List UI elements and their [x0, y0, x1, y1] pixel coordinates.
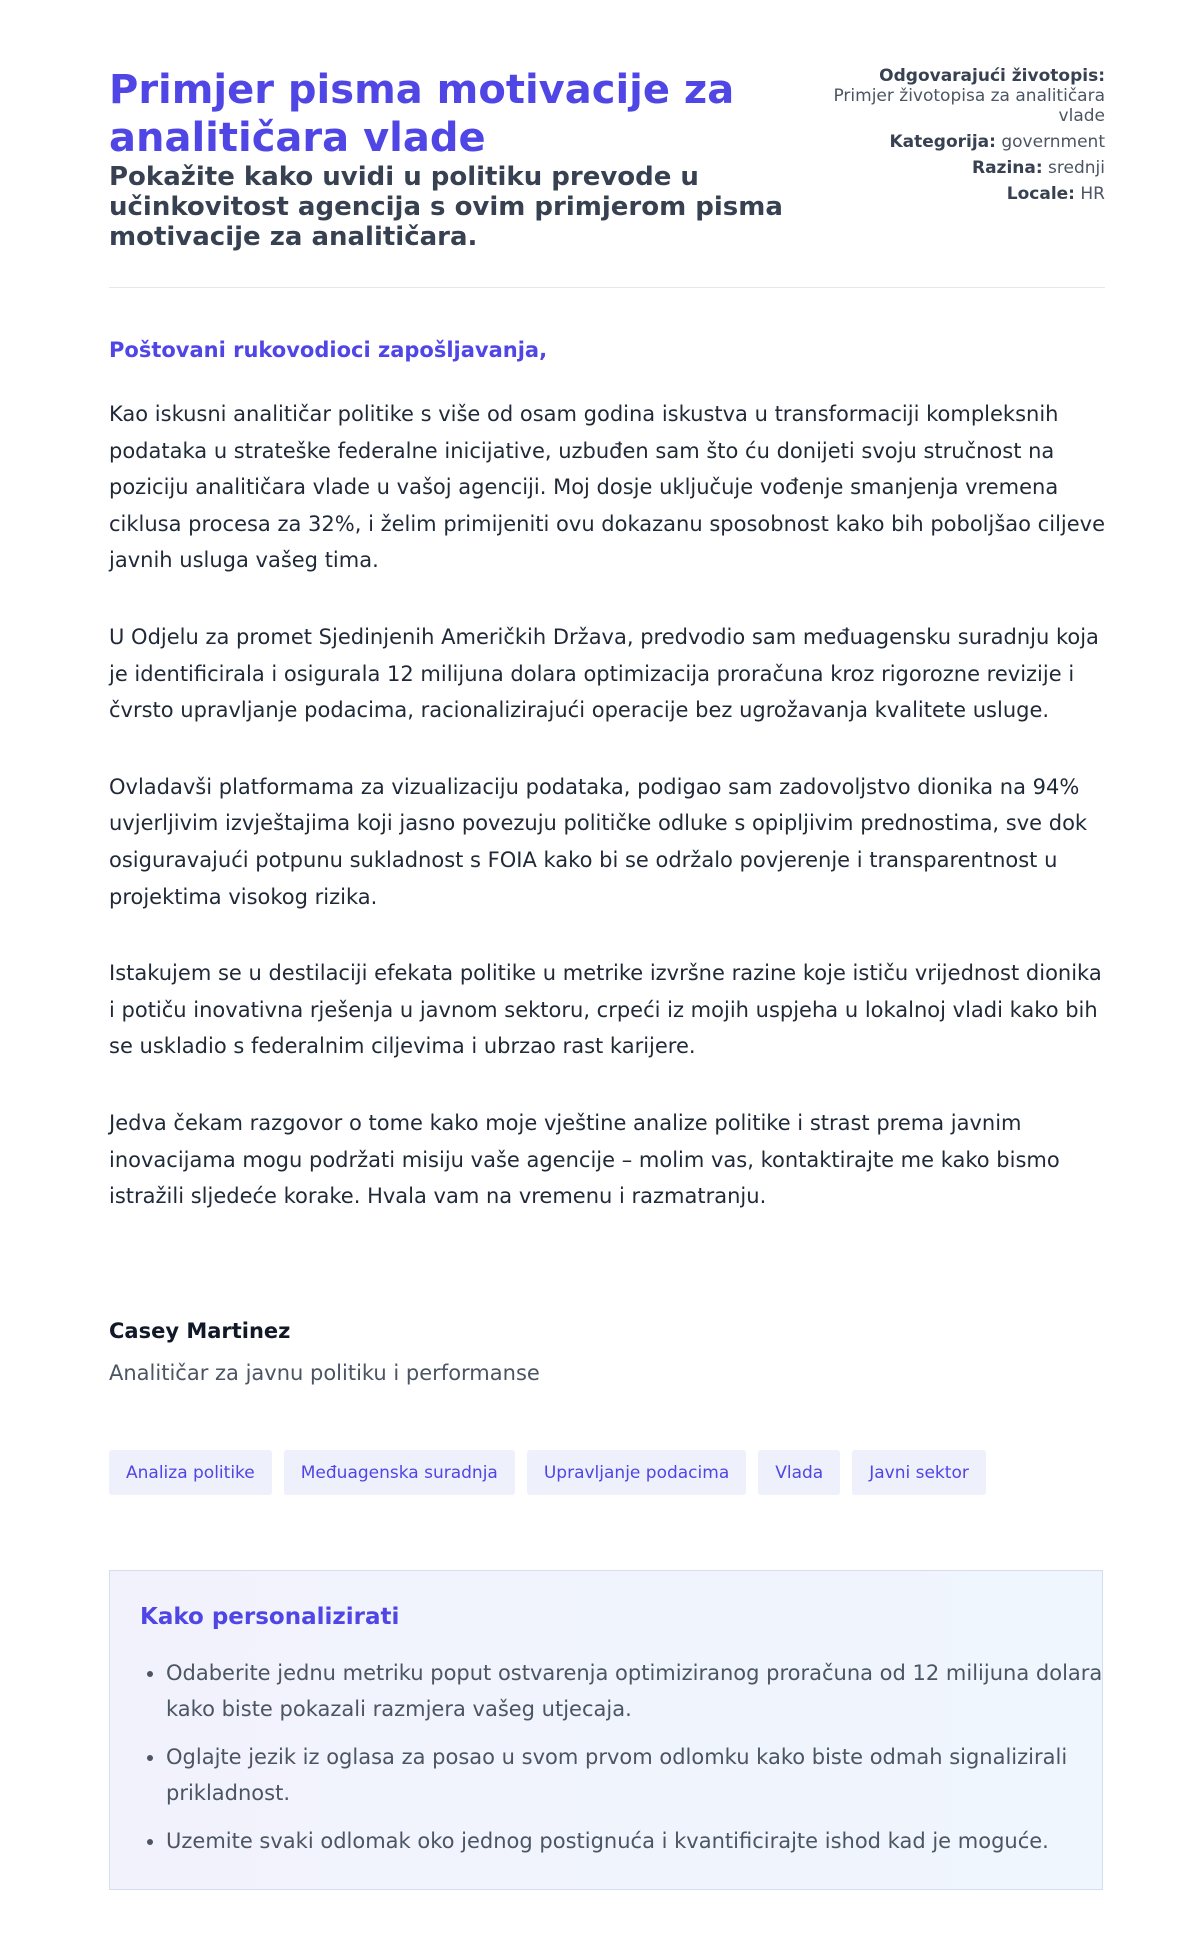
tag-item[interactable]: Analiza politike: [109, 1450, 272, 1495]
signature-name: Casey Martinez: [109, 1319, 291, 1343]
letter-paragraph: U Odjelu za promet Sjedinjenih Američkih Država, predvodio sam međuagensku suradnju koja je identificirala i osigurala 12 milijuna dolara optimizacija proračuna kroz rigorozne revizije i čvrsto upravljanje podacima, racionalizirajući operacije bez ugrožavanja kvalitete usluge.: [109, 624, 1099, 723]
meta-resume-label: Odgovarajući životopis:: [879, 66, 1105, 86]
meta-locale-label: Locale:: [1006, 184, 1075, 204]
meta-resume-link-row: [785, 86, 1105, 126]
page-subtitle: Pokažite kako uvidi u politiku prevode u učinkovitost agencija s ovim primjerom pisma motivacije za analitičara.: [109, 162, 783, 252]
tips-title: Kako personalizirati: [140, 1604, 400, 1630]
tag-item[interactable]: Javni sektor: [852, 1450, 986, 1495]
letter-greeting: Poštovani rukovodioci zapošljavanja,: [109, 338, 548, 362]
tips-list-item: • Odaberite jednu metriku poput ostvarenja optimiziranog proračuna od 12 milijuna dolara kako biste pokazali razmjera vašeg utjecaja.: [166, 1655, 1106, 1727]
meta-category: [785, 132, 1105, 152]
meta-panel: [785, 66, 1105, 210]
meta-level: [785, 158, 1105, 178]
letter-paragraph: Istakujem se u destilaciji efekata politike u metrike izvršne razine koje ističu vrijednost dionika i potiču inovativna rješenja u javnom sektoru, crpeći iz mojih uspjeha u lokalnoj vladi kako bih se uskladio s federalnim ciljevima i ubrzao rast karijere.: [109, 961, 1102, 1059]
tips-list-item: • Oglajte jezik iz oglasa za posao u svom prvom odlomku kako biste odmah signalizirali prikladnost.: [166, 1739, 1106, 1811]
letter-body: [109, 396, 1109, 1255]
tag-item[interactable]: Međuagenska suradnja: [284, 1450, 515, 1495]
page-title: Primjer pisma motivacije za analitičara vlade: [109, 67, 735, 161]
letter-paragraph: Kao iskusni analitičar politike s više od osam godina iskustva u transformaciji kompleksnih podataka u strateške federalne inicijative, uzbuđen sam što ću donijeti svoju stručnost na poziciju analitičara vlade u vašoj agenciji. Moj dosje uključuje vođenje smanjenja vremena ciklusa procesa za 32%, i želim primijeniti ovu dokazanu sposobnost kako bih poboljšao ciljeve javnih usluga vašeg tima.: [109, 402, 1106, 573]
tips-list: [140, 1655, 1106, 1871]
meta-level-label: Razina:: [971, 158, 1043, 178]
tag-list: [109, 1450, 986, 1495]
meta-category-label: Kategorija:: [889, 132, 996, 152]
header-divider: [109, 287, 1105, 288]
personalize-tips-box: [109, 1570, 1103, 1890]
meta-locale: [785, 184, 1105, 204]
meta-resume-value[interactable]: Primjer životopisa za analitičara vlade: [833, 86, 1105, 126]
meta-level-value: srednji: [1048, 158, 1105, 178]
tag-item[interactable]: Vlada: [758, 1450, 840, 1495]
signature-title: Analitičar za javnu politiku i performanse: [109, 1361, 540, 1385]
tag-item[interactable]: Upravljanje podacima: [527, 1450, 746, 1495]
meta-resume: [785, 66, 1105, 86]
meta-locale-value: HR: [1080, 184, 1105, 204]
tips-list-item: • Uzemite svaki odlomak oko jednog postignuća i kvantificirajte ishod kad je moguće.: [166, 1823, 1106, 1859]
letter-paragraph: Ovladavši platformama za vizualizaciju podataka, podigao sam zadovoljstvo dionika na 94% uvjerljivim izvještajima koji jasno povezuju političke odluke s opipljivim prednostima, sve dok osiguravajući potpunu sukladnost s FOIA kako bi se održalo povjerenje i transparentnost u projektima visokog rizika.: [109, 774, 1088, 909]
meta-category-value: government: [1001, 132, 1105, 152]
letter-paragraph: Jedva čekam razgovor o tome kako moje vještine analize politike i strast prema javnim inovacijama mogu podržati misiju vaše agencije – molim vas, kontaktirajte me kako bismo istražili sljedeće korake. Hvala vam na vremenu i razmatranju.: [109, 1110, 1060, 1209]
